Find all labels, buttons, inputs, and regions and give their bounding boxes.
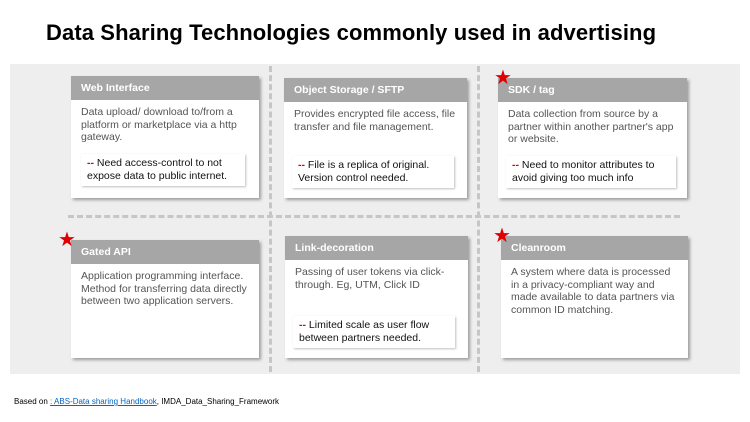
- card-title: Link-decoration: [285, 236, 468, 260]
- card-description: Data upload/ download to/from a platform or marketplace via a http gateway.: [81, 106, 237, 143]
- card-web-interface: [71, 76, 259, 198]
- divider-horizontal: [68, 215, 680, 218]
- footer-source: [14, 397, 279, 406]
- divider-vertical-1: [269, 66, 272, 372]
- card-object-storage-sftp: [284, 78, 467, 198]
- note-marker: --: [299, 319, 306, 331]
- card-description: A system where data is processed in a privacy-compliant way and made available to data partners via common ID matching.: [511, 266, 675, 316]
- note-text: Need to monitor attributes to avoid giving too much info: [512, 159, 655, 184]
- note-marker: --: [298, 159, 305, 171]
- card-title: Cleanroom: [501, 236, 688, 260]
- star-icon: ★: [493, 225, 511, 247]
- footer-suffix: , IMDA_Data_Sharing_Framework: [156, 397, 280, 406]
- note-text: File is a replica of original. Version control needed.: [298, 159, 430, 184]
- card-gated-api: [71, 240, 259, 358]
- footer-prefix: Based on: [14, 397, 51, 406]
- note-text: Limited scale as user flow between partners needed.: [299, 319, 430, 344]
- card-title: Gated API: [71, 240, 259, 264]
- card-link-decoration: [285, 236, 468, 358]
- card-title: Object Storage / SFTP: [284, 78, 467, 102]
- card-description: Passing of user tokens via click-through. Eg, UTM, Click ID: [295, 266, 445, 291]
- slide-title: Data Sharing Technologies commonly used in advertising: [46, 20, 657, 45]
- footer-source-link[interactable]: : ABS-Data sharing Handbook: [50, 397, 157, 406]
- card-note: [506, 156, 676, 188]
- card-sdk-tag: [498, 78, 687, 198]
- note-marker: --: [87, 157, 94, 169]
- star-icon: ★: [494, 67, 512, 89]
- divider-vertical-2: [477, 66, 480, 372]
- card-description: Data collection from source by a partner within another partner's app or website.: [508, 108, 674, 145]
- card-note: [81, 154, 245, 186]
- card-description: Provides encrypted file access, file transfer and file management.: [294, 108, 456, 133]
- card-cleanroom: [501, 236, 688, 358]
- star-icon: ★: [58, 229, 76, 251]
- card-note: [293, 316, 455, 348]
- card-description: Application programming interface. Method for transferring data directly between two application servers.: [81, 270, 247, 307]
- note-marker: --: [512, 159, 519, 171]
- card-title: Web Interface: [71, 76, 259, 100]
- card-title: SDK / tag: [498, 78, 687, 102]
- note-text: Need access-control to not expose data to public internet.: [87, 157, 228, 182]
- card-note: [292, 156, 454, 188]
